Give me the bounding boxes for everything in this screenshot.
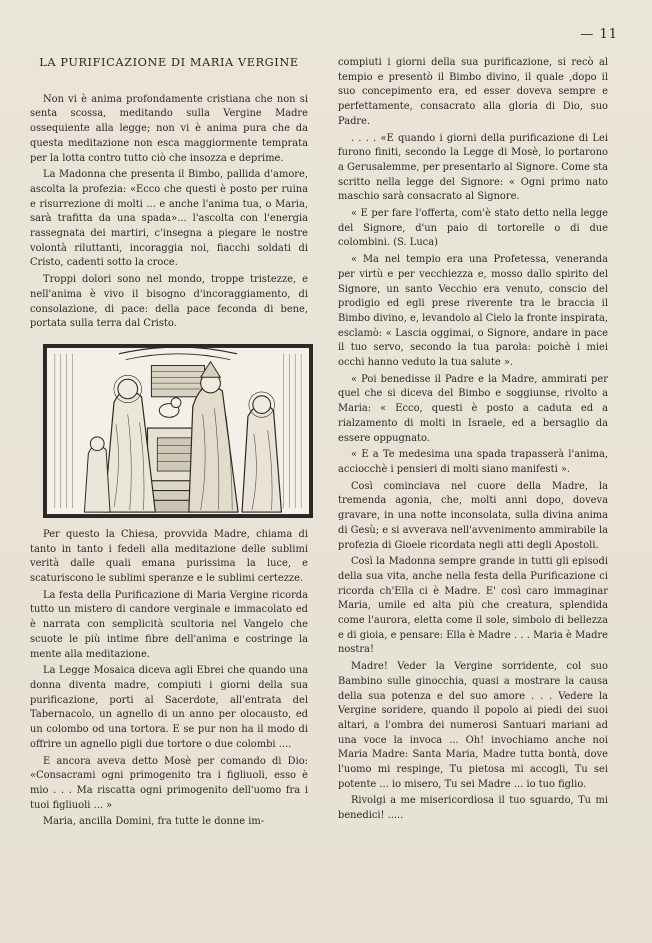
engraving-image (45, 346, 311, 516)
paragraph: La Madonna che presenta il Bimbo, pallida d'amore, ascolta la profezia: «Ecco che questi è posto per ruina e risurrezione di molti ... e anche l'anima tua, o Maria, sarà trafitta da una spada»... l'ascolta con l'energia rassegnata dei martiri, c'insegna a piegare le nostre volontà riluttanti, incoraggia noi, fiacchi soldati di Cristo, cadenti sotto la croce. (30, 169, 308, 269)
paragraph: compiuti i giorni della sua purificazione, si recò al tempio e presentò il Bimbo divino, il quale ,dopo il suo concepimento era, ed esser doveva sempre e perfettamente, consacrato alla gloria di Dio, suo Padre. (338, 57, 608, 127)
presentation-in-temple-illustration (43, 344, 313, 518)
left-column (30, 56, 308, 832)
paragraph: « E a Te medesima una spada trapasserà l'anima, acciocchè i pensieri di molti siano manifesti ». (338, 449, 608, 475)
paragraph: Madre! Veder la Vergine sorridente, col suo Bambino sulle ginocchia, quasi a mostrare la causa della sua potenza e del suo amore . . . Vedere la Vergine soridere, quando il popolo ai piedi dei suoi altari, a l'ombra dei numerosi Santuari mariani ad una voce la invoca ... Oh! invochiamo anche noi Maria Madre: Santa Maria, Madre tutta bontà, dove l'uomo mi respinge, Tu pietosa mi accogli, Tu sei potente ... io misero, Tu sei Madre ... io tuo figlio. (338, 661, 608, 790)
paragraph: Troppi dolori sono nel mondo, troppe tristezze, e nell'anima è vivo il bisogno d'incoraggiamento, di consolazione, di pace: della pace feconda di bene, portata sulla terra dal Cristo. (30, 274, 308, 330)
paragraph: . . . . «E quando i giorni della purificazione di Lei furono finiti, secondo la Legge di Mosè, lo portarono a Gerusalemme, per presentarlo al Signore. Come sta scritto nella legge del Signore: « Ogni primo nato maschio sarà consacrato al Signore. (338, 132, 608, 203)
paragraph: Maria, ancilla Domini, fra tutte le donne im- (43, 816, 265, 828)
paragraph: « Poi benedisse il Padre e la Madre, ammirati per quel che si diceva del Bimbo e soggiunse, rivolto a Maria: « Ecco, questi è posto a caduta ed a rialzamento di molti in Israele, ed a bersaglio da essere oppugnato. (338, 373, 608, 444)
paragraph: Per questo la Chiesa, provvida Madre, chiama di tanto in tanto i fedeli alla meditazione delle sublimi verità dalle quali emana purissima la luce, e scaturiscono le sublimi speranze e le sublimi certezze. (30, 528, 308, 585)
paragraph: Rivolgi a me misericordiosa il tuo sguardo, Tu mi benedici! ..... (338, 795, 608, 822)
paragraph: E ancora aveva detto Mosè per comando di Dio: «Consacrami ogni primogenito tra i figliuoli, esso è mio . . . Ma riscatta ogni primogenito dell'uomo fra i tuoi figliuoli ... » (30, 755, 308, 811)
right-column (338, 56, 608, 826)
paragraph: Così la Madonna sempre grande in tutti gli episodi della sua vita, anche nella festa della Purificazione ci ricorda ch'Ella ci è Madre. E' così caro immaginar Maria, umile ed alta più che creatura, splendida come l'aurora, eletta come il sole, simbolo di bellezza e di gioia, e pensare: Ella è Madre . . . Maria è Madre nostra! (338, 556, 608, 656)
paragraph: La Legge Mosaica diceva agli Ebrei che quando una donna diventa madre, compiuti i giorni della sua purificazione, porti al Sacerdote, all'entrata del Tabernacolo, un agnello di un anno per olocausto, ed un colombo od una tortora. E se pur non ha il modo di offrire un agnello pigli due tortore o due colombi .... (30, 665, 308, 750)
paragraph: Non vi è anima profondamente cristiana che non si senta scossa, meditando sulla Vergine Madre ossequiente alla legge; non vi è anima pura che da questa meditazione non esca maggiormente temprata per la lotta contro tutto ciò che insozza e deprime. (30, 93, 308, 164)
paragraph: « E per fare l'offerta, com'è stato detto nella legge del Signore, d'un paio di tortorelle o di due colombini. (S. Luca) (338, 208, 608, 249)
page-number: — 11 (580, 27, 618, 42)
paragraph: « Ma nel tempio era una Profetessa, veneranda per virtù e per vecchiezza e, mosso dallo spirito del Signore, un santo Vecchio era venuto, conscio del prodigio ed egli prese riverente tra le braccia il Bimbo divino, e, levandolo al Cielo la fronte inspirata, esclamò: « Lascia oggimai, o Signore, andare in pace il tuo servo, secondo la tua parola: poichè i miei occhi hanno veduto la tua salute ». (338, 254, 608, 369)
article-title: LA PURIFICAZIONE DI MARIA VERGINE (39, 56, 299, 69)
paragraph: La festa della Purificazione di Maria Vergine ricorda tutto un mistero di candore verginale e immacolato ed è narrata con semplicità scultoria nel Vangelo che scuote le più intime fibre dell'anima e costringe la mente alla meditazione. (30, 589, 308, 660)
paragraph: Così cominciava nel cuore della Madre, la tremenda agonia, che, molti anni dopo, doveva gravare, in una notte inconsolata, sulla divina anima di Gesù; e si avverava nell'avvenimento ammirabile la profezia di Gioele ricordata negli atti degli Apostoli. (338, 480, 609, 551)
